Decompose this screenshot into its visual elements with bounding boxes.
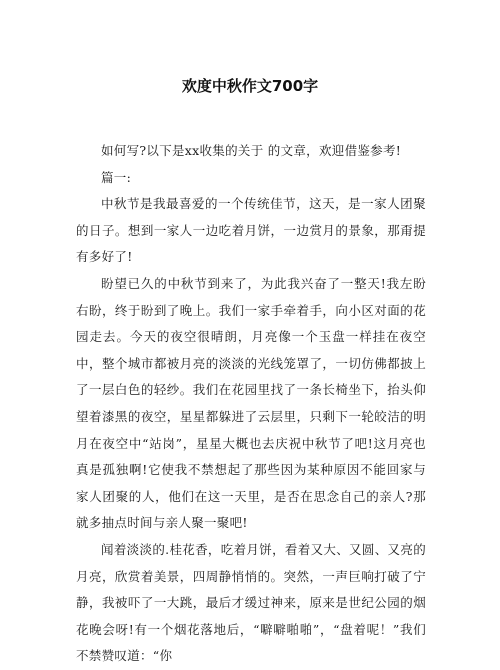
document-title: 欢度中秋作文700字 xyxy=(181,77,319,95)
intro-paragraph: 如何写?以下是xx收集的关于 的文章，欢迎借鉴参考! xyxy=(101,143,402,158)
body-paragraph: 中秋节是我最喜爱的一个传统佳节，这天，是一家人团聚的日子。想到一家人一边吃着月饼，一边赏月的景象，那甭提有多好了! xyxy=(76,196,426,265)
section-heading: 篇一: xyxy=(101,169,132,185)
document-body xyxy=(76,138,426,670)
body-paragraph: 盼望已久的中秋节到来了，为此我兴奋了一整天!我左盼右盼，终于盼到了晚上。我们一家手牵着手，向小区对面的花园走去。今天的夜空很晴朗，月亮像一个玉盘一样挂在夜空中，整个城市都被月亮的淡淡的光线笼罩了，一切仿佛都披上了一层白色的轻纱。我们在花园里找了一条长椅坐下，抬头仰望着漆黑的夜空，星星都躲进了云层里，只剩下一轮皎洁的明月在夜空中“站岗”，星星大概也去庆祝中秋节了吧!这月亮也真是孤独啊!它使我不禁想起了那些因为某种原因不能回家与家人团聚的人，他们在这一天里，是否在思念自己的亲人?那就多抽点时间与亲人聚一聚吧! xyxy=(76,275,426,531)
body-paragraph: 闻着淡淡的.桂花香，吃着月饼，看着又大、又圆、又亮的月亮，欣赏着美景，四周静悄悄的。突然，一声巨响打破了宁静，我被吓了一大跳，最后才缓过神来，原来是世纪公园的烟花晚会呀!有一个烟花落地后，“噼噼啪啪”，“盘着呢！”我们不禁赞叹道：“你 xyxy=(76,541,426,664)
